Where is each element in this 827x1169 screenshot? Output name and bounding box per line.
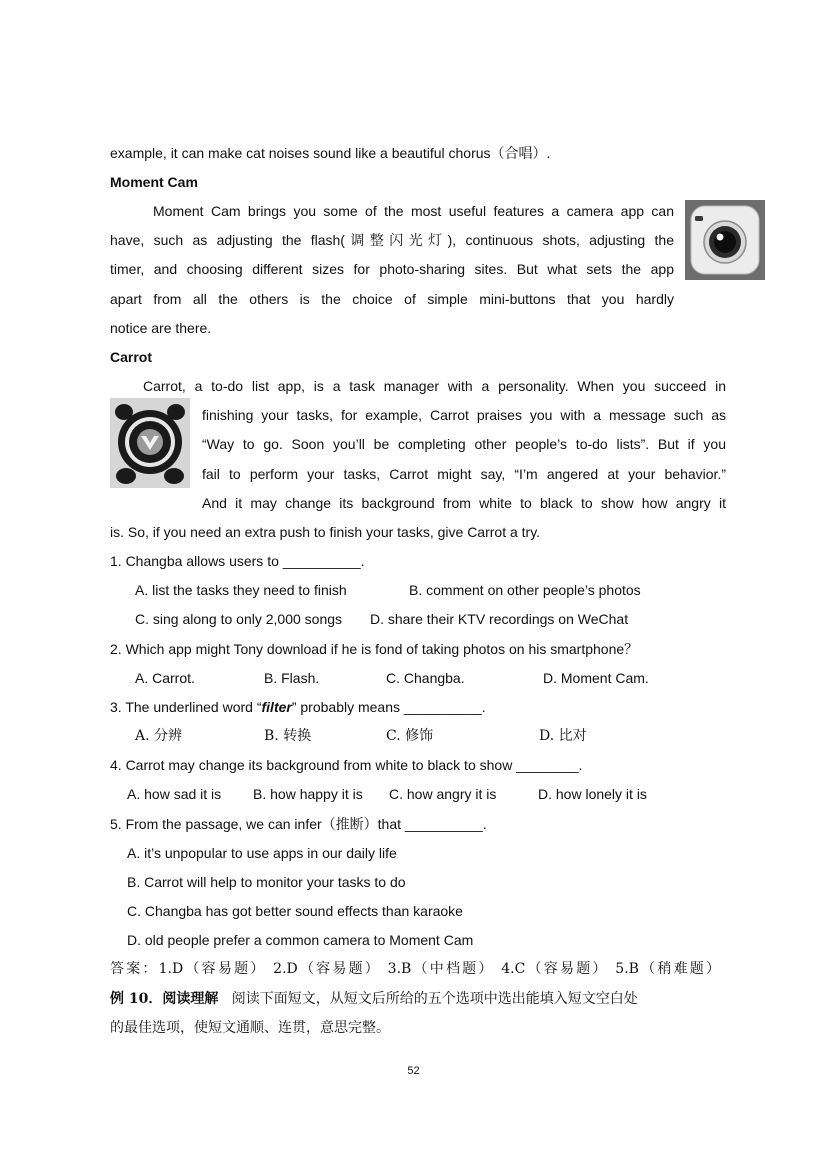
carrot-line-6: is. So, if you need an extra push to finish your tasks, give Carrot a try. (110, 524, 541, 540)
question-4-option-b: B. how happy it is (253, 786, 363, 802)
intro-line: example, it can make cat noises sound like a beautiful chorus（合唱）. (110, 145, 551, 161)
camera-app-icon (685, 200, 765, 280)
example-10-line-2: 的最佳选项，使短文通顺、连贯，意思完整。 (110, 1020, 390, 1036)
carrot-alarm-icon (110, 398, 190, 488)
carrot-line-4: fail to perform your tasks, Carrot might say, “I’m angered at your behavior.” (202, 466, 726, 482)
moment-cam-line-3: timer, and choosing different sizes for photo-sharing sites. But what sets the app (110, 261, 674, 277)
moment-cam-line-5: notice are there. (110, 320, 212, 336)
moment-cam-heading: Moment Cam (110, 174, 198, 190)
question-3-stem: 3. The underlined word “filter” probably means __________. (110, 699, 486, 715)
question-1-option-a: A. list the tasks they need to finish (135, 582, 347, 598)
question-1-option-c: C. sing along to only 2,000 songs (135, 611, 343, 627)
carrot-line-3: “Way to go. Soon you’ll be completing other people’s to-do lists”. But if you (202, 436, 726, 452)
question-5-option-c: C. Changba has got better sound effects than karaoke (127, 903, 463, 919)
question-2-option-b: B. Flash. (264, 670, 320, 686)
question-1-stem: 1. Changba allows users to __________. (110, 553, 365, 569)
carrot-line-2: finishing your tasks, for example, Carrot praises you with a message such as (202, 407, 726, 423)
question-4-stem: 4. Carrot may change its background from white to black to show ________. (110, 757, 583, 773)
question-2-option-d: D. Moment Cam. (543, 670, 649, 686)
page-number: 52 (407, 1065, 420, 1077)
answer-key: 答案：1.D（容易题） 2.D（容易题） 3.B（中档题） 4.C（容易题） 5.B（稍难题） (110, 961, 720, 977)
question-5-option-a: A. it’s unpopular to use apps in our daily life (127, 845, 397, 861)
question-3-option-a: A. 分辨 (135, 728, 183, 744)
underlined-word-filter: filter (261, 699, 292, 715)
question-5-option-d: D. old people prefer a common camera to Moment Cam (127, 932, 474, 948)
example-10-line-1: 例 10．阅读理解 阅读下面短文，从短文后所给的五个选项中选出能填入短文空白处 (110, 991, 638, 1007)
question-4-option-c: C. how angry it is (389, 786, 497, 802)
example-10-label: 例 10．阅读理解 (110, 991, 219, 1007)
question-1-option-d: D. share their KTV recordings on WeChat (370, 611, 629, 627)
question-3-option-d: D. 比对 (539, 728, 587, 744)
carrot-line-5: And it may change its background from white to black to show how angry it (202, 495, 726, 511)
question-4-option-d: D. how lonely it is (538, 786, 647, 802)
carrot-line-1: Carrot, a to-do list app, is a task manager with a personality. When you succeed in (143, 378, 726, 394)
moment-cam-line-1: Moment Cam brings you some of the most useful features a camera app can (153, 203, 674, 219)
question-5-stem: 5. From the passage, we can infer（推断）that __________. (110, 816, 487, 832)
question-1-option-b: B. comment on other people’s photos (409, 582, 641, 598)
moment-cam-line-2: have, such as adjusting the flash(调整闪光灯), continuous shots, adjusting the (110, 232, 674, 248)
question-3-option-b: B. 转换 (264, 728, 312, 744)
question-2-option-a: A. Carrot. (135, 670, 195, 686)
carrot-heading: Carrot (110, 349, 153, 365)
question-2-option-c: C. Changba. (386, 670, 465, 686)
question-5-option-b: B. Carrot will help to monitor your tasks to do (127, 874, 406, 890)
question-4-option-a: A. how sad it is (127, 786, 222, 802)
question-2-stem: 2. Which app might Tony download if he is fond of taking photos on his smartphone？ (110, 641, 639, 657)
question-3-option-c: C. 修饰 (386, 728, 434, 744)
moment-cam-line-4: apart from all the others is the choice of simple mini-buttons that you hardly (110, 291, 674, 307)
